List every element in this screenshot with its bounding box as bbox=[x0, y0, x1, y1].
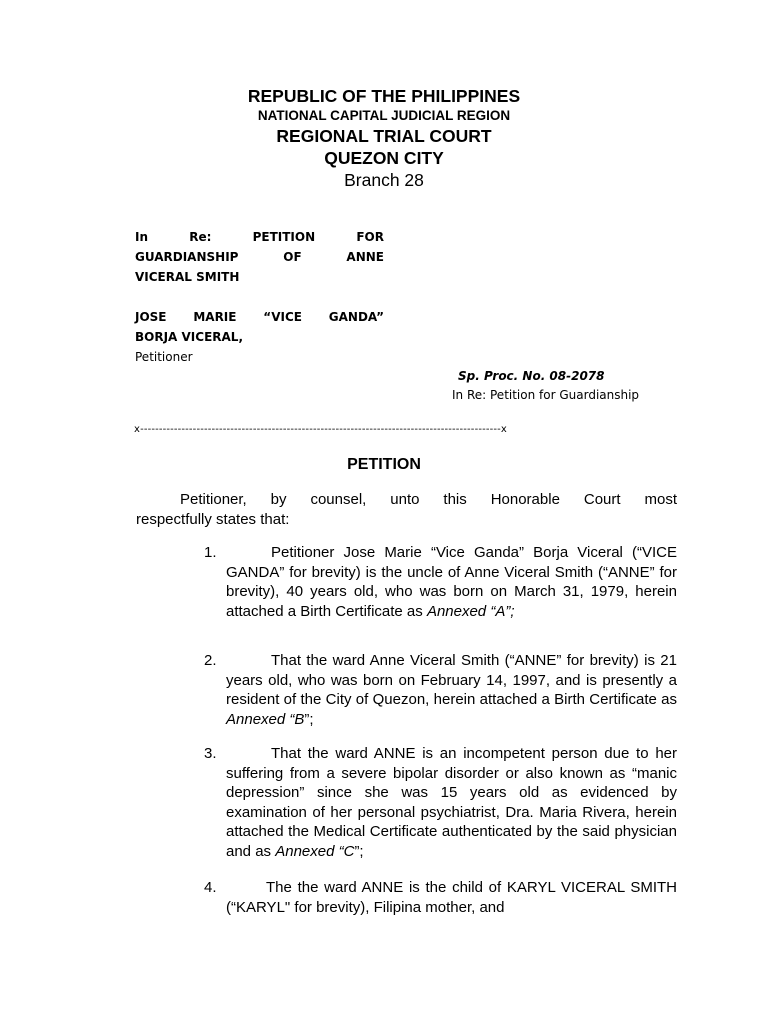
paragraph-body: That the ward ANNE is an incompetent person due to her suffering from a severe bipolar disorder or also known as “manic depression” since she was 15 years old as evidenced by examination of her personal psychiatrist, Dra. Maria Rivera, herein attached the Medical Certificate authenticated by the said physician and as bbox=[226, 745, 677, 860]
case-title: In Re: Petition for Guardianship bbox=[452, 388, 640, 402]
petitioner-label: Petitioner bbox=[135, 350, 193, 364]
caption-line: GUARDIANSHIP OF ANNE bbox=[135, 250, 384, 264]
republic-heading: REPUBLIC OF THE PHILIPPINES bbox=[247, 86, 521, 106]
paragraph-number: 4. bbox=[204, 879, 217, 896]
case-caption-petitioner bbox=[135, 307, 384, 367]
caption-line: BORJA VICERAL, bbox=[135, 330, 244, 344]
paragraph-tail: ”; bbox=[304, 710, 314, 728]
paragraph-text bbox=[226, 744, 677, 861]
paragraph-text bbox=[226, 543, 677, 621]
paragraph-number: 2. bbox=[204, 652, 217, 669]
caption-separator: x------------------------------------------------------------------------------------------------x bbox=[134, 424, 507, 435]
intro-line: Petitioner, by counsel, unto this Honorable Court most bbox=[180, 491, 677, 508]
city-heading: QUEZON CITY bbox=[324, 148, 444, 168]
annex-reference: Annexed “B bbox=[226, 710, 305, 728]
intro-line: respectfully states that: bbox=[136, 510, 290, 528]
case-caption-in-re bbox=[135, 227, 384, 287]
case-number: Sp. Proc. No. 08-2078 bbox=[458, 369, 605, 383]
region-heading: NATIONAL CAPITAL JUDICIAL REGION bbox=[257, 108, 511, 123]
annex-reference: Annexed “A”; bbox=[426, 602, 515, 620]
caption-line: JOSE MARIE “VICE GANDA” bbox=[135, 310, 384, 324]
caption-line: In Re: PETITION FOR bbox=[135, 230, 384, 244]
annex-reference: Annexed “C bbox=[275, 842, 355, 860]
paragraph-text bbox=[226, 651, 677, 729]
paragraph-text: The the ward ANNE is the child of KARYL VICERAL SMITH (“KARYL" for brevity), Filipina mother, and bbox=[226, 879, 677, 916]
branch-heading: Branch 28 bbox=[344, 170, 424, 190]
paragraph-body: That the ward Anne Viceral Smith (“ANNE” for brevity) is 21 years old, who was born on February 14, 1997, and is presently a resident of the City of Quezon, herein attached a Birth Certificate as bbox=[226, 652, 677, 708]
paragraph-number: 3. bbox=[204, 745, 217, 762]
intro-paragraph bbox=[136, 490, 677, 529]
court-heading: REGIONAL TRIAL COURT bbox=[276, 126, 492, 146]
paragraph-number: 1. bbox=[204, 544, 217, 561]
paragraph-body: Petitioner Jose Marie “Vice Ganda” Borja Viceral (“VICE GANDA” for brevity) is the uncle of Anne Viceral Smith (“ANNE” for brevity), 40 years old, who was born on March 31, 1979, herein attached a Birth Certificate as bbox=[226, 544, 677, 620]
petition-title: PETITION bbox=[347, 456, 421, 473]
caption-line: VICERAL SMITH bbox=[135, 270, 240, 284]
paragraph-tail: ”; bbox=[354, 842, 364, 860]
